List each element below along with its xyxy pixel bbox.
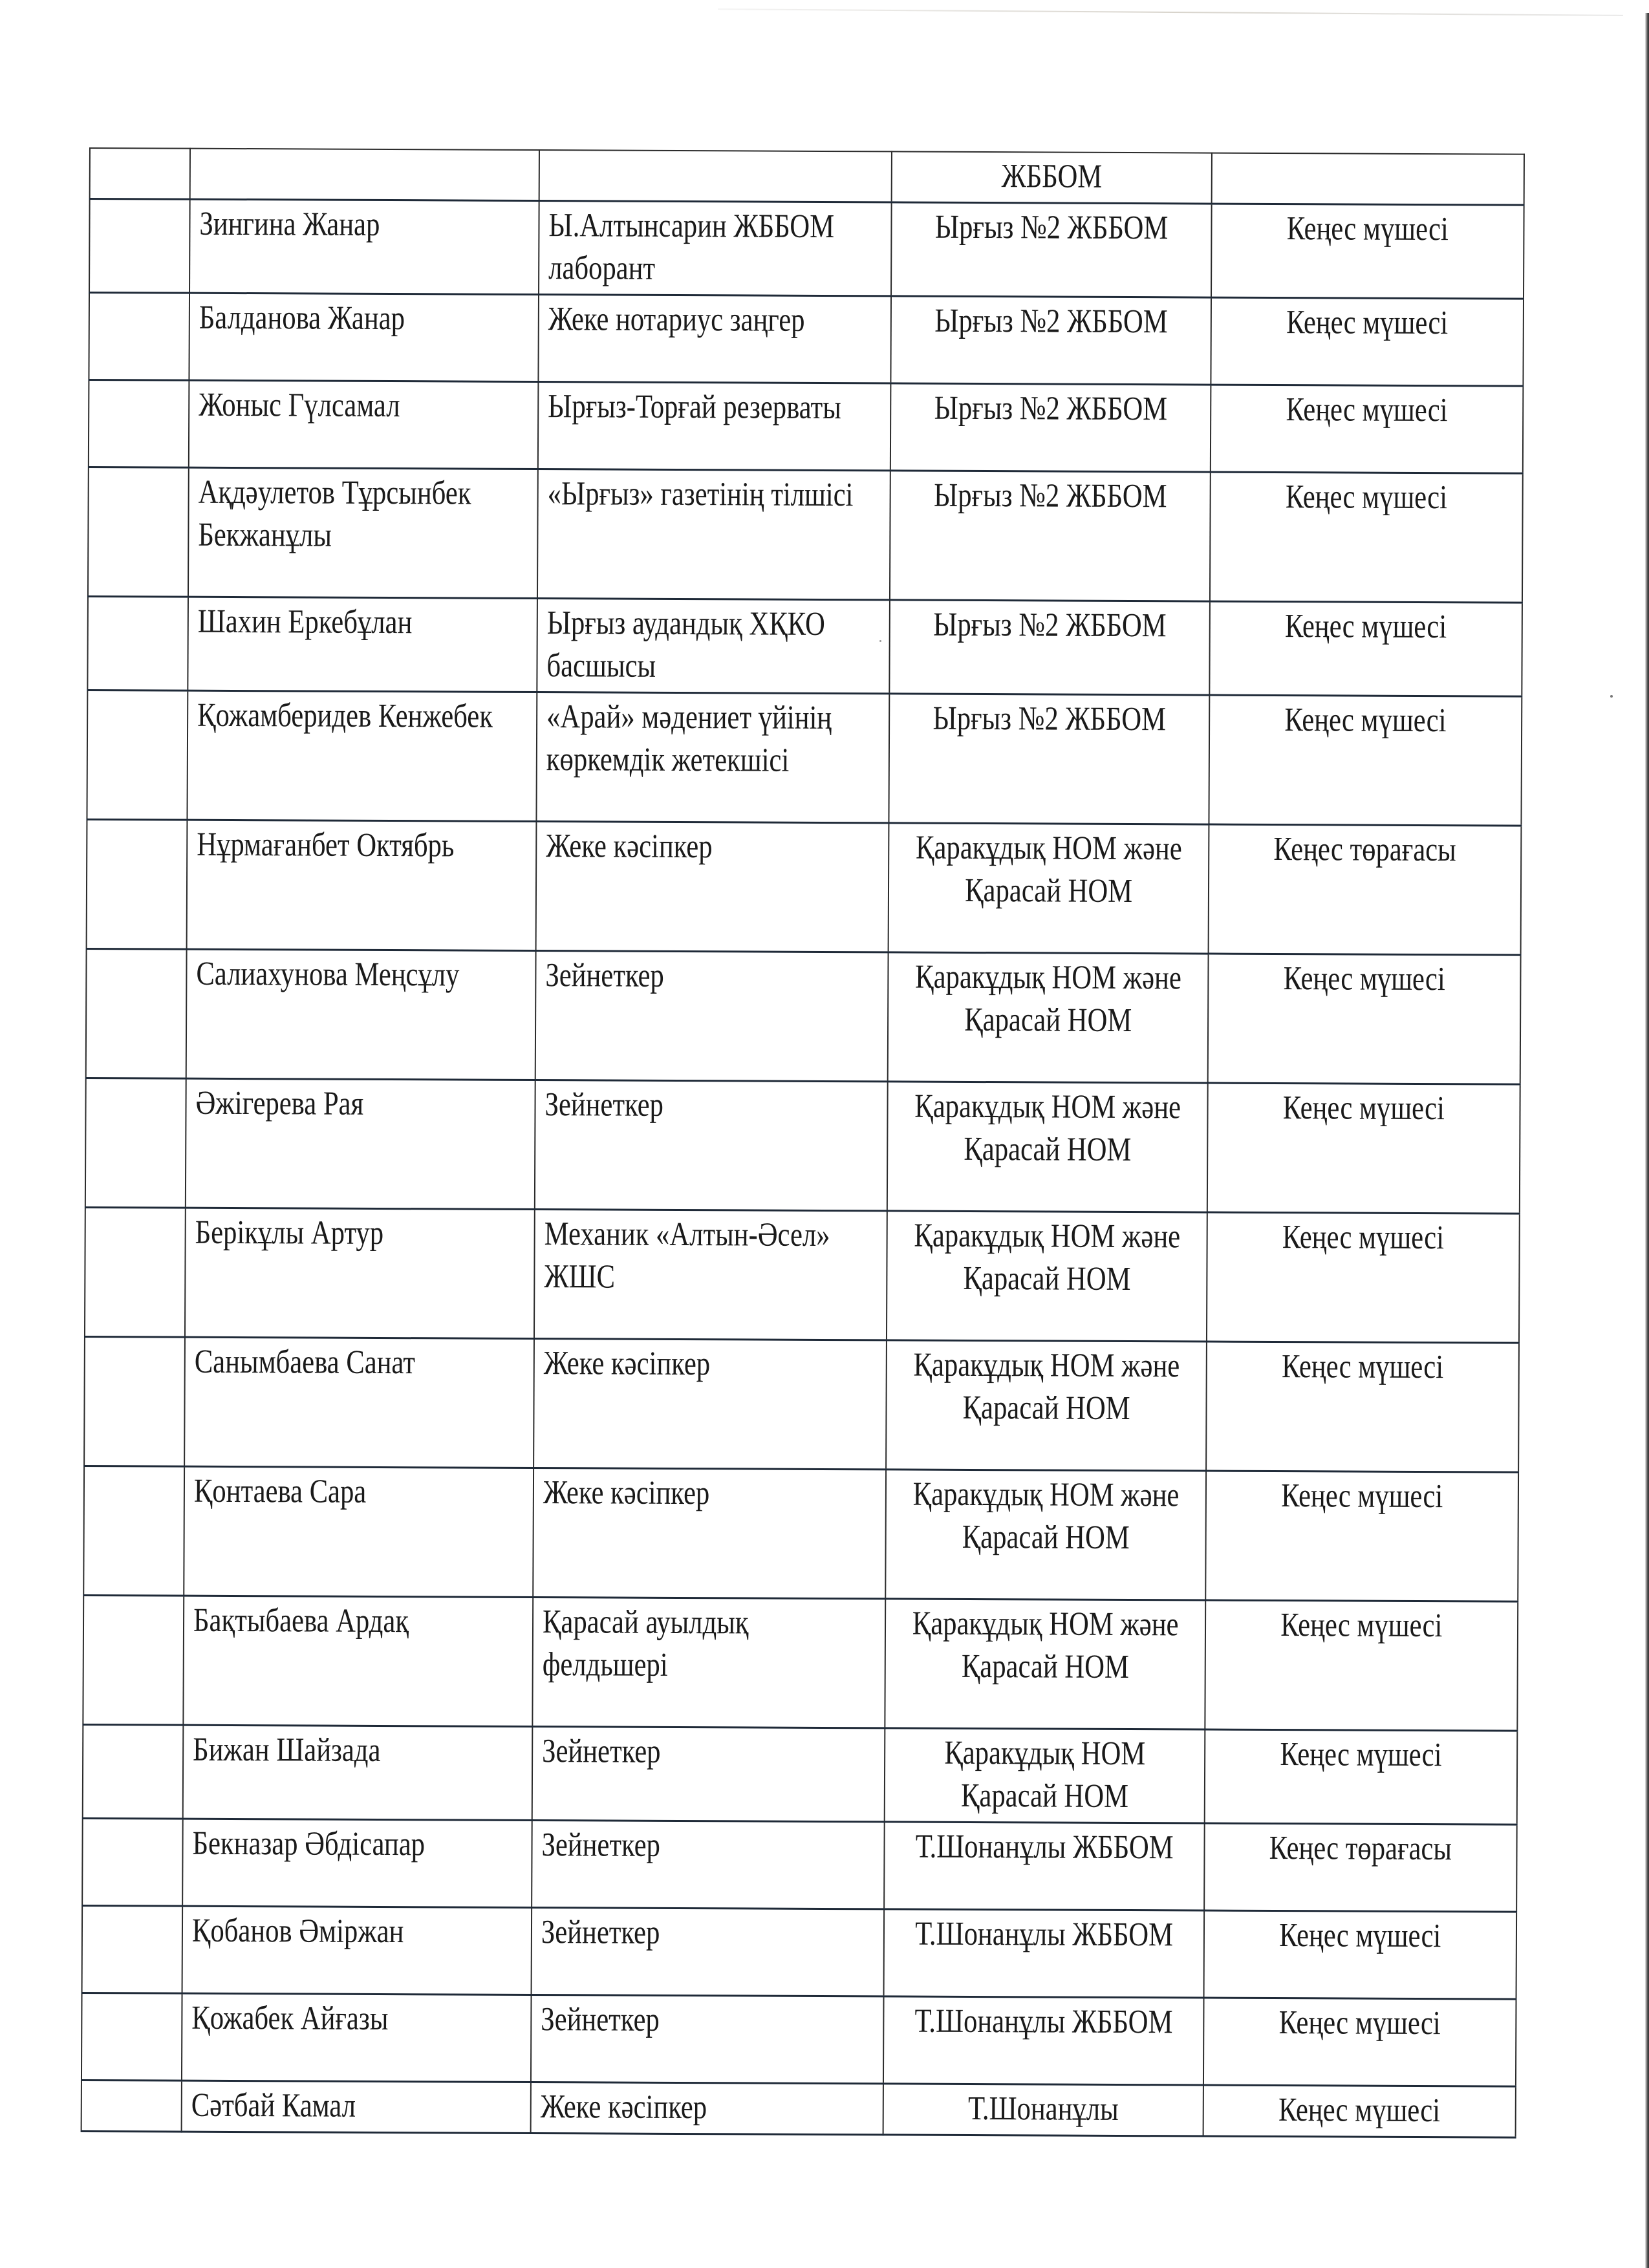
role-cell bbox=[1205, 1729, 1518, 1824]
member-position: Ырғыз-Торғай резерваты bbox=[548, 388, 841, 427]
member-organization: Қаракұдық НОМ және Қарасай НОМ bbox=[912, 1605, 1179, 1686]
member-name-cell bbox=[182, 1906, 532, 1995]
table-row bbox=[88, 467, 1523, 603]
row-number bbox=[100, 202, 180, 203]
row-number-cell bbox=[81, 2080, 182, 2132]
organization-cell bbox=[889, 600, 1210, 695]
member-organization: Ырғыз №2 ЖББОМ bbox=[933, 476, 1167, 515]
row-number-cell bbox=[87, 819, 188, 949]
position-cell bbox=[532, 1908, 885, 1996]
organization-cell bbox=[889, 694, 1209, 824]
table-row bbox=[85, 1078, 1520, 1214]
member-name: Ақдәулетов Тұрсынбек Бекжанұлы bbox=[198, 473, 471, 554]
role-cell bbox=[1208, 954, 1521, 1084]
member-name: Қожабек Айғазы bbox=[191, 1999, 389, 2038]
table-row bbox=[87, 819, 1522, 955]
member-name: Бекназар Әбдісапар bbox=[192, 1824, 426, 1863]
member-organization: Қаракұдық НОМ және Қарасай НОМ bbox=[914, 1217, 1181, 1298]
table-row bbox=[89, 199, 1524, 299]
member-name-cell bbox=[185, 1208, 535, 1338]
member-name bbox=[200, 152, 530, 153]
member-name-cell bbox=[187, 690, 537, 821]
scan-artifact-right-edge bbox=[1645, 13, 1649, 2268]
row-number bbox=[95, 1211, 176, 1212]
member-organization: Қаракұдық НОМ және Қарасай НОМ bbox=[912, 1475, 1180, 1557]
organization-cell bbox=[883, 2084, 1203, 2136]
organization-cell bbox=[890, 471, 1211, 601]
member-name-cell bbox=[188, 597, 537, 692]
position-cell bbox=[531, 1995, 884, 2084]
member-position: Зейнеткер bbox=[541, 1914, 660, 1951]
member-position: Қарасай ауылдық фелдьшері bbox=[542, 1603, 749, 1684]
role-cell bbox=[1207, 1083, 1520, 1214]
member-position: «Ырғыз» газетінің тілшісі bbox=[547, 475, 854, 514]
member-name: Санымбаева Санат bbox=[194, 1343, 416, 1382]
organization-cell bbox=[887, 1082, 1208, 1212]
scan-artifact-top-line bbox=[718, 8, 1623, 16]
member-name-cell bbox=[190, 149, 539, 201]
role-cell bbox=[1205, 1600, 1518, 1731]
role-cell bbox=[1212, 153, 1524, 206]
member-organization: Т.Шонанұлы ЖББОМ bbox=[914, 1915, 1174, 1954]
member-name: Сәтбай Камал bbox=[191, 2086, 356, 2124]
table-row bbox=[86, 948, 1521, 1084]
member-role: Кеңес мүшесі bbox=[1285, 608, 1447, 646]
row-number bbox=[98, 600, 178, 601]
row-number-cell bbox=[85, 1207, 186, 1337]
row-number-cell bbox=[89, 380, 189, 468]
member-organization: Т.Шонанұлы bbox=[967, 2090, 1119, 2128]
member-name-cell bbox=[183, 1725, 533, 1820]
member-role: Кеңес мүшесі bbox=[1280, 1736, 1442, 1774]
row-number bbox=[94, 1340, 175, 1341]
position-cell bbox=[534, 1339, 887, 1470]
role-cell bbox=[1209, 695, 1522, 826]
member-position: Жеке кәсіпкер bbox=[543, 1345, 711, 1383]
member-position: Жеке кәсіпкер bbox=[540, 2088, 707, 2126]
position-cell bbox=[539, 201, 892, 296]
member-organization: Ырғыз №2 ЖББОМ bbox=[932, 700, 1166, 738]
member-name: Шахин Еркебұлан bbox=[197, 603, 413, 641]
table-row bbox=[89, 380, 1524, 474]
position-cell bbox=[531, 2082, 883, 2135]
member-name: Қобанов Әміржан bbox=[191, 1912, 404, 1951]
member-name: Әжігерева Рая bbox=[195, 1084, 364, 1122]
row-number bbox=[92, 1728, 173, 1729]
position-cell bbox=[532, 1821, 885, 1909]
member-name: Жоныс Гүлсамал bbox=[199, 386, 400, 425]
row-number-cell bbox=[82, 1818, 183, 1906]
table-row bbox=[90, 148, 1524, 205]
member-name-cell bbox=[187, 820, 537, 950]
member-name-cell bbox=[182, 1993, 532, 2082]
member-name-cell bbox=[186, 1078, 535, 1209]
member-position bbox=[549, 153, 882, 155]
table-row bbox=[82, 1905, 1517, 1999]
member-role: Кеңес мүшесі bbox=[1281, 1477, 1443, 1515]
organization-cell bbox=[885, 1599, 1205, 1729]
member-name-cell bbox=[182, 1819, 532, 1907]
member-organization: Т.Шонанұлы ЖББОМ bbox=[914, 2002, 1173, 2041]
member-role: Кеңес мүшесі bbox=[1282, 1348, 1444, 1386]
table-row bbox=[87, 596, 1522, 696]
position-cell bbox=[532, 1727, 885, 1822]
member-name: Қожамберидев Кенжебек bbox=[197, 696, 493, 735]
member-position: «Арай» мәдениет үйінің көркемдік жетекшісі bbox=[546, 698, 832, 779]
council-members-table bbox=[81, 147, 1525, 2139]
role-cell bbox=[1211, 385, 1524, 473]
table-row bbox=[85, 1207, 1520, 1343]
position-cell bbox=[536, 692, 889, 823]
position-cell bbox=[537, 469, 890, 600]
organization-cell bbox=[883, 1996, 1204, 2085]
row-number bbox=[96, 823, 177, 824]
position-cell bbox=[537, 599, 890, 694]
scan-speck bbox=[1610, 695, 1613, 698]
role-cell bbox=[1211, 204, 1524, 299]
member-position: Зейнеткер bbox=[545, 957, 664, 994]
member-role: Кеңес мүшесі bbox=[1280, 1607, 1443, 1645]
position-cell bbox=[538, 382, 891, 471]
position-cell bbox=[534, 1210, 887, 1340]
row-number-cell bbox=[87, 690, 188, 820]
member-role: Кеңес мүшесі bbox=[1279, 1917, 1441, 1955]
role-cell bbox=[1203, 2085, 1516, 2137]
member-position: Зейнеткер bbox=[541, 1826, 661, 1864]
role-cell bbox=[1210, 472, 1523, 603]
organization-cell bbox=[892, 151, 1212, 204]
member-name: Қонтаева Сара bbox=[193, 1472, 367, 1510]
member-role: Кеңес мүшесі bbox=[1283, 960, 1446, 998]
row-number-cell bbox=[87, 596, 188, 690]
member-name-cell bbox=[188, 467, 538, 598]
member-role: Кеңес мүшесі bbox=[1282, 1089, 1445, 1128]
position-cell bbox=[539, 150, 892, 202]
member-position: Ырғыз аудандық ХҚКО басшысы bbox=[546, 604, 826, 685]
organization-cell bbox=[884, 1909, 1205, 1998]
role-cell bbox=[1209, 824, 1522, 955]
member-name-cell bbox=[189, 199, 539, 294]
member-name: Бақтыбаева Ардақ bbox=[193, 1601, 409, 1640]
member-role: Кеңес мүшесі bbox=[1284, 701, 1447, 740]
member-position: Зейнеткер bbox=[541, 2001, 660, 2038]
member-organization: Қаракұдық НОМ және Қарасай НОМ bbox=[915, 829, 1182, 910]
row-number-cell bbox=[83, 1466, 184, 1596]
member-name: Бижан Шайзада bbox=[193, 1731, 381, 1769]
member-position: Зейнеткер bbox=[544, 1086, 664, 1124]
member-organization: Ырғыз №2 ЖББОМ bbox=[934, 389, 1168, 428]
role-cell bbox=[1204, 1823, 1517, 1912]
role-cell bbox=[1205, 1471, 1518, 1601]
role-cell bbox=[1203, 1998, 1516, 2086]
row-number-cell bbox=[85, 1078, 186, 1208]
position-cell bbox=[536, 822, 889, 952]
row-number-cell bbox=[89, 293, 189, 381]
member-organization: ЖББОМ bbox=[1001, 158, 1103, 195]
table-row bbox=[89, 293, 1524, 387]
member-organization: Т.Шонанұлы ЖББОМ bbox=[915, 1828, 1174, 1867]
member-organization: Қаракұдық НОМ Қарасай НОМ bbox=[944, 1734, 1146, 1815]
organization-cell bbox=[890, 296, 1211, 385]
organization-cell bbox=[887, 1211, 1207, 1342]
member-role: Кеңес төрағасы bbox=[1273, 831, 1457, 869]
member-role: Кеңес мүшесі bbox=[1286, 478, 1448, 517]
row-number-cell bbox=[84, 1336, 185, 1466]
organization-cell bbox=[888, 952, 1209, 1083]
member-organization: Қаракұдық НОМ және Қарасай НОМ bbox=[914, 1087, 1181, 1169]
member-name-cell bbox=[189, 380, 539, 469]
organization-cell bbox=[889, 823, 1209, 954]
row-number bbox=[92, 1996, 173, 1997]
table-row bbox=[83, 1466, 1518, 1601]
table-row bbox=[84, 1336, 1519, 1472]
member-role bbox=[1222, 156, 1514, 158]
row-number bbox=[96, 952, 177, 953]
table-body bbox=[81, 148, 1524, 2137]
table-row bbox=[81, 1993, 1516, 2086]
member-role: Кеңес мүшесі bbox=[1286, 210, 1449, 248]
row-number-cell bbox=[83, 1724, 184, 1819]
organization-cell bbox=[891, 202, 1212, 297]
member-name-cell bbox=[184, 1466, 534, 1597]
role-cell bbox=[1211, 297, 1524, 386]
member-position: Жеке кәсіпкер bbox=[543, 1474, 710, 1512]
role-cell bbox=[1209, 601, 1522, 696]
organization-cell bbox=[885, 1470, 1206, 1600]
member-organization: Ырғыз №2 ЖББОМ bbox=[934, 302, 1168, 341]
organization-cell bbox=[885, 1728, 1205, 1823]
position-cell bbox=[532, 1598, 885, 1728]
member-name: Зингина Жанар bbox=[199, 205, 380, 243]
table-row bbox=[87, 690, 1522, 826]
member-name-cell bbox=[183, 1596, 533, 1726]
member-role: Кеңес мүшесі bbox=[1286, 304, 1449, 342]
member-position: Ы.Алтынсарин ЖББОМ лаборант bbox=[548, 207, 835, 287]
organization-cell bbox=[886, 1340, 1207, 1471]
member-organization: Ырғыз №2 ЖББОМ bbox=[932, 606, 1167, 645]
row-number bbox=[100, 151, 180, 152]
member-role: Кеңес мүшесі bbox=[1278, 2004, 1441, 2042]
member-organization: Қаракұдық НОМ және Қарасай НОМ bbox=[914, 958, 1181, 1040]
row-number bbox=[92, 1822, 173, 1823]
table-row bbox=[82, 1818, 1517, 1912]
row-number-cell bbox=[82, 1905, 183, 1993]
position-cell bbox=[535, 1080, 888, 1211]
role-cell bbox=[1206, 1342, 1519, 1472]
member-position: Зейнеткер bbox=[542, 1733, 661, 1770]
table-row bbox=[83, 1724, 1518, 1824]
member-name: Берікұлы Артур bbox=[195, 1214, 384, 1252]
row-number bbox=[98, 383, 179, 384]
row-number-cell bbox=[90, 148, 190, 199]
position-cell bbox=[535, 951, 889, 1082]
member-name: Нұрмағанбет Октябрь bbox=[197, 826, 455, 864]
row-number-cell bbox=[81, 1993, 182, 2081]
member-role: Кеңес мүшесі bbox=[1278, 2091, 1441, 2130]
row-number-cell bbox=[89, 199, 190, 294]
row-number-cell bbox=[83, 1595, 184, 1725]
member-organization: Ырғыз №2 ЖББОМ bbox=[934, 208, 1169, 247]
row-number-cell bbox=[88, 467, 189, 597]
row-number-cell bbox=[86, 948, 187, 1078]
role-cell bbox=[1207, 1212, 1520, 1343]
member-name: Салиахунова Меңсұлу bbox=[196, 955, 460, 994]
member-role: Кеңес төрағасы bbox=[1269, 1829, 1452, 1868]
table-row bbox=[83, 1595, 1518, 1731]
member-position: Жеке нотариус заңгер bbox=[548, 301, 805, 339]
member-position: Механик «Алтын-Әсел» ЖШС bbox=[544, 1215, 830, 1296]
member-role: Кеңес мүшесі bbox=[1282, 1219, 1445, 1257]
member-name-cell bbox=[184, 1337, 534, 1468]
row-number bbox=[99, 296, 180, 297]
member-role: Кеңес мүшесі bbox=[1286, 391, 1448, 429]
position-cell bbox=[538, 295, 891, 383]
role-cell bbox=[1204, 1910, 1517, 1999]
organization-cell bbox=[884, 1822, 1205, 1910]
member-name-cell bbox=[186, 949, 536, 1080]
position-cell bbox=[533, 1468, 886, 1599]
organization-cell bbox=[890, 383, 1211, 472]
member-position: Жеке кәсіпкер bbox=[546, 828, 713, 866]
row-number bbox=[92, 1909, 173, 1910]
member-name-cell bbox=[182, 2081, 531, 2133]
member-name-cell bbox=[189, 293, 539, 381]
member-name: Балданова Жанар bbox=[199, 299, 405, 337]
table-row bbox=[81, 2080, 1516, 2137]
member-organization: Қаракұдық НОМ және Қарасай НОМ bbox=[913, 1346, 1180, 1428]
